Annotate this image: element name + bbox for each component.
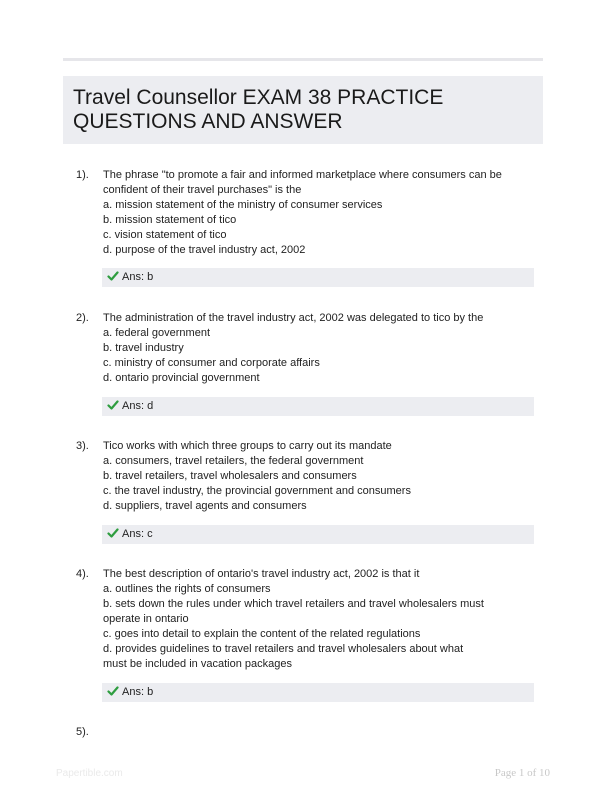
answer-text: Ans: d xyxy=(122,400,154,412)
check-icon xyxy=(107,399,119,411)
top-divider xyxy=(63,58,543,61)
option-a: a. outlines the rights of consumers xyxy=(103,583,271,595)
option-b-continued: operate in ontario xyxy=(103,613,189,625)
check-icon xyxy=(107,270,119,282)
question-text: The phrase "to promote a fair and informed marketplace where consumers can be xyxy=(103,169,502,181)
check-icon xyxy=(107,527,119,539)
question-text: confident of their travel purchases" is the xyxy=(103,184,302,196)
answer-text: Ans: b xyxy=(122,271,154,283)
question-number: 5). xyxy=(76,726,89,738)
option-d: d. provides guidelines to travel retailers and travel wholesalers about what xyxy=(103,643,464,655)
option-a: a. mission statement of the ministry of consumer services xyxy=(103,199,383,211)
option-d: d. suppliers, travel agents and consumers xyxy=(103,500,307,512)
question-4 xyxy=(76,567,536,672)
option-c: c. goes into detail to explain the content of the related regulations xyxy=(103,628,421,640)
question-3 xyxy=(76,439,536,514)
option-c: c. the travel industry, the provincial government and consumers xyxy=(103,485,411,497)
answer-text: Ans: b xyxy=(122,686,154,698)
answer-box-3 xyxy=(102,525,534,544)
question-text: The best description of ontario's travel industry act, 2002 is that it xyxy=(103,568,420,580)
question-body xyxy=(103,311,536,386)
answer-box-4 xyxy=(102,683,534,702)
option-d: d. purpose of the travel industry act, 2002 xyxy=(103,244,306,256)
question-text: Tico works with which three groups to carry out its mandate xyxy=(103,440,392,452)
option-a: a. consumers, travel retailers, the federal government xyxy=(103,455,364,467)
page-number: Page 1 of 10 xyxy=(494,767,550,779)
question-number: 2). xyxy=(76,312,89,324)
option-a: a. federal government xyxy=(103,327,211,339)
question-number: 3). xyxy=(76,440,89,452)
option-b: b. mission statement of tico xyxy=(103,214,237,226)
question-2 xyxy=(76,311,536,386)
answer-box-1 xyxy=(102,268,534,287)
option-d: d. ontario provincial government xyxy=(103,372,260,384)
title-line-2: QUESTIONS AND ANSWER xyxy=(73,110,343,133)
title-banner xyxy=(63,76,543,144)
option-c: c. vision statement of tico xyxy=(103,229,227,241)
page-title xyxy=(73,86,533,134)
answer-text: Ans: c xyxy=(122,528,153,540)
question-number: 1). xyxy=(76,169,89,181)
option-b: b. travel retailers, travel wholesalers and consumers xyxy=(103,470,357,482)
option-b: b. sets down the rules under which travel retailers and travel wholesalers must xyxy=(103,598,484,610)
question-number: 4). xyxy=(76,568,89,580)
question-body xyxy=(103,439,536,514)
question-text: The administration of the travel industry act, 2002 was delegated to tico by the xyxy=(103,312,484,324)
watermark: Papertible.com xyxy=(56,768,123,779)
answer-box-2 xyxy=(102,397,534,416)
option-d-continued: must be included in vacation packages xyxy=(103,658,292,670)
option-c: c. ministry of consumer and corporate affairs xyxy=(103,357,320,369)
title-line-1: Travel Counsellor EXAM 38 PRACTICE xyxy=(73,86,444,109)
question-1 xyxy=(76,168,536,258)
check-icon xyxy=(107,685,119,697)
question-body xyxy=(103,567,536,672)
option-b: b. travel industry xyxy=(103,342,184,354)
question-body xyxy=(103,168,536,258)
